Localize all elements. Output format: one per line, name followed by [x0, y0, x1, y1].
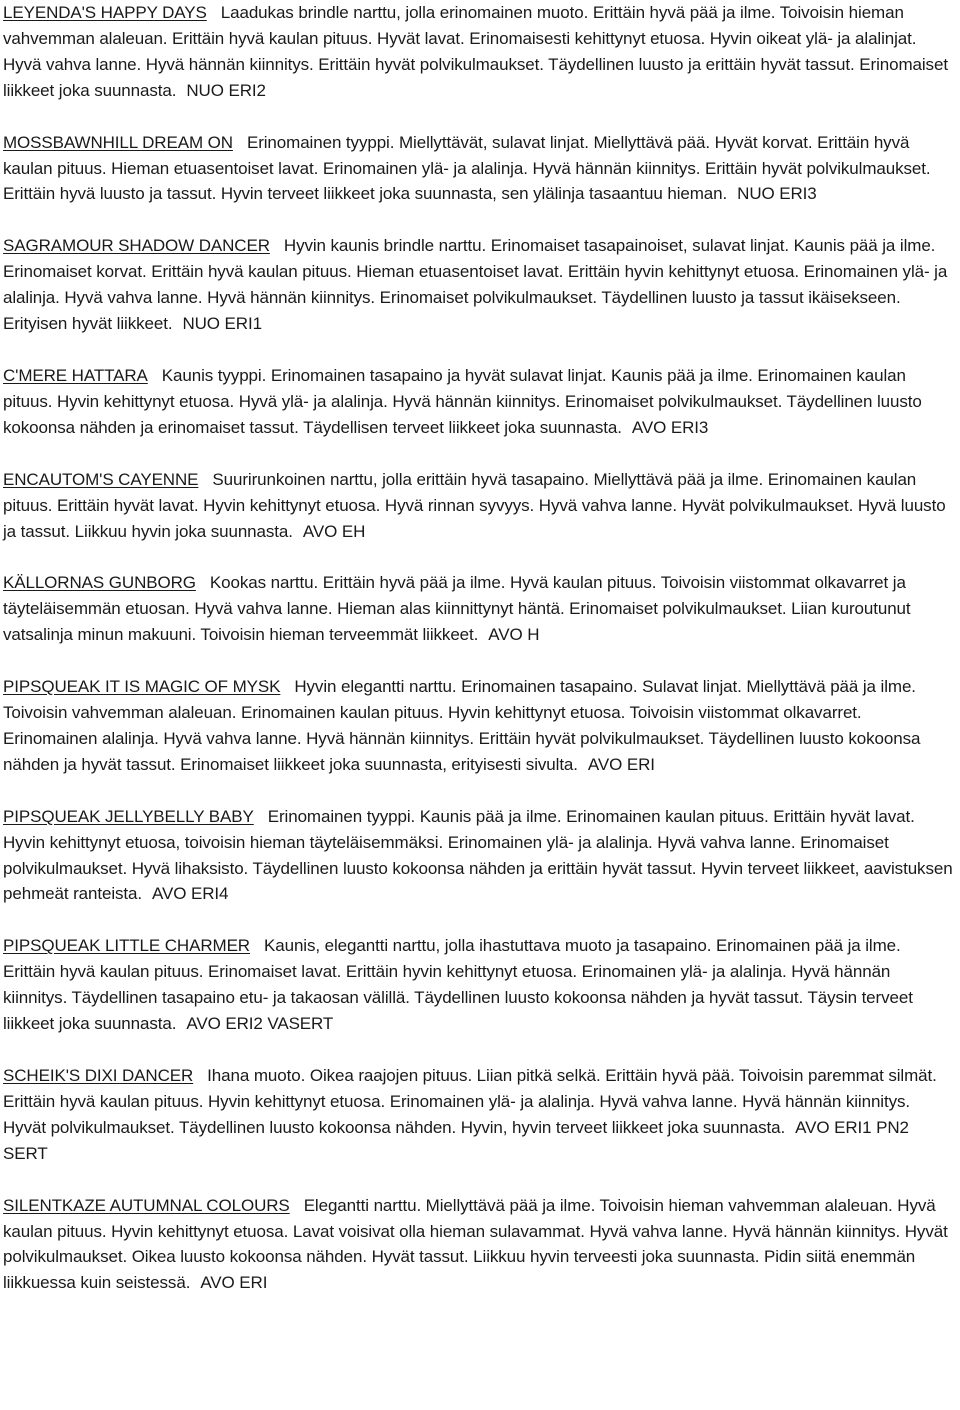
dog-name: KÄLLORNAS GUNBORG: [3, 573, 196, 593]
critique-text: Erinomainen tyyppi. Kaunis pää ja ilme. Erinomainen kaulan pituus. Erittäin hyvät lavat. Hyvin kehittynyt etuosa, toivoisin hieman täyteläisemmäksi. Erinomainen ylä- ja alalinja. Hyvä vahva lanne. Erinomaiset polvikulmaukset. Hyvä lihaksisto. Täydellinen luusto kokoonsa nähden ja erittäin hyvät tassut. Hyvin terveet liikkeet, aavistuksen pehmeät ranteista.: [3, 806, 953, 904]
dog-name: C'MERE HATTARA: [3, 365, 148, 385]
critique-text: Ihana muoto. Oikea raajojen pituus. Liian pitkä selkä. Erittäin hyvä pää. Toivoisin paremmat silmät. Erittäin hyvä kaulan pituus. Hyvin kehittynyt etuosa. Erinomainen ylä- ja alalinja. Hyvä vahva lanne. Hyvä hännän kiinnitys. Hyvät polvikulmaukset. Täydellinen luusto kokoonsa nähden. Hyvin, hyvin terveet liikkeet joka suunnasta.: [3, 1066, 937, 1137]
dog-entry: [3, 1193, 957, 1297]
dog-entry: [3, 570, 957, 648]
dog-name: SCHEIK'S DIXI DANCER: [3, 1066, 194, 1085]
dog-entry: [3, 233, 957, 337]
grade-result: AVO ERI: [200, 1273, 268, 1293]
critique-document: [3, 0, 957, 1322]
grade-result: AVO ERI3: [631, 417, 709, 437]
dog-entry: [3, 0, 957, 104]
grade-result: AVO ERI1 PN2 SERT: [3, 1117, 909, 1163]
grade-result: NUO ERI1: [182, 314, 262, 334]
dog-entry: [3, 674, 957, 778]
critique-text: Kaunis, elegantti narttu, jolla ihastuttava muoto ja tasapaino. Erinomainen pää ja ilme. Erittäin hyvä kaulan pituus. Erinomaiset lavat. Erittäin hyvin kehittynyt etuosa. Erinomainen ylä- ja alalinja. Hyvä hännän kiinnitys. Täydellinen tasapaino etu- ja takaosan välillä. Täydellinen luusto kokoonsa nähden ja hyvät tassut. Täysin terveet liikkeet joka suunnasta.: [3, 936, 913, 1034]
dog-name: PIPSQUEAK IT IS MAGIC OF MYSK: [3, 677, 281, 697]
dog-entry: [3, 1063, 957, 1167]
critique-text: Erinomainen tyyppi. Miellyttävät, sulavat linjat. Miellyttävä pää. Hyvät korvat. Erittäin hyvä kaulan pituus. Hieman etuasentoiset lavat. Erinomainen ylä- ja alalinja. Hyvä hännän kiinnitys. Erittäin hyvät polvikulmaukset. Erittäin hyvä luusto ja tassut. Hyvin terveet liikkeet joka suunnasta, sen ylälinja tasaantuu hieman.: [3, 132, 931, 204]
dog-name: PIPSQUEAK JELLYBELLY BABY: [3, 806, 254, 826]
grade-result: AVO ERI4: [152, 884, 229, 904]
grade-result: NUO ERI3: [737, 184, 817, 204]
critique-text: Kaunis tyyppi. Erinomainen tasapaino ja hyvät sulavat linjat. Kaunis pää ja ilme. Erinomainen kaulan pituus. Hyvin kehittynyt etuosa. Hyvä ylä- ja alalinja. Hyvä hännän kiinnitys. Erinomaiset polvikulmaukset. Täydellinen luusto kokoonsa nähden ja erinomaiset tassut. Täydellisen terveet liikkeet joka suunnasta.: [3, 365, 922, 437]
grade-result: AVO ERI: [587, 754, 655, 774]
critique-text: Kookas narttu. Erittäin hyvä pää ja ilme. Hyvä kaulan pituus. Toivoisin viistommat olkavarret ja täyteläisemmän etuosan. Hyvä vahva lanne. Hieman alas kiinnittynyt häntä. Erinomaiset polvikulmaukset. Liian kuroutunut vatsalinja minun makuuni. Toivoisin hieman terveemmät liikkeet.: [3, 573, 911, 645]
dog-entry: [3, 467, 957, 545]
dog-name: PIPSQUEAK LITTLE CHARMER: [3, 936, 250, 956]
grade-result: AVO H: [488, 625, 540, 645]
dog-name: SAGRAMOUR SHADOW DANCER: [3, 236, 270, 256]
dog-entry: [3, 804, 957, 908]
dog-entry: [3, 933, 957, 1037]
dog-entry: [3, 130, 957, 208]
grade-result: AVO EH: [302, 521, 366, 541]
critique-text: Suurirunkoinen narttu, jolla erittäin hyvä tasapaino. Miellyttävä pää ja ilme. Erinomainen kaulan pituus. Erittäin hyvät lavat. Hyvin kehittynyt etuosa. Hyvä rinnan syvyys. Hyvä vahva lanne. Hyvät polvikulmaukset. Hyvä luusto ja tassut. Liikkuu hyvin joka suunnasta.: [3, 469, 946, 541]
grade-result: NUO ERI2: [186, 80, 266, 100]
dog-entry: [3, 363, 957, 441]
dog-name: MOSSBAWNHILL DREAM ON: [3, 132, 233, 152]
critique-text: Hyvin elegantti narttu. Erinomainen tasapaino. Sulavat linjat. Miellyttävä pää ja ilme. Toivoisin vahvemman alaleuan. Erinomainen kaulan pituus. Hyvin kehittynyt etuosa. Toivoisin viistommat olkavarret. Erinomainen alalinja. Hyvä vahva lanne. Hyvä hännän kiinnitys. Erittäin hyvät polvikulmaukset. Täydellinen luusto kokoonsa nähden ja hyvät tassut. Erinomaiset liikkeet joka suunnasta, erityisesti sivulta.: [3, 677, 921, 774]
dog-name: ENCAUTOM'S CAYENNE: [3, 469, 199, 489]
dog-name: LEYENDA'S HAPPY DAYS: [3, 3, 207, 22]
critique-text: Elegantti narttu. Miellyttävä pää ja ilme. Toivoisin hieman vahvemman alaleuan. Hyvä kaulan pituus. Hyvin kehittynyt etuosa. Lavat voisivat olla hieman sulavammat. Hyvä vahva lanne. Hyvä hännän kiinnitys. Hyvät polvikulmaukset. Oikea luusto kokoonsa nähden. Hyvät tassut. Liikkuu hyvin terveesti joka suunnasta. Pidin siitä enemmän liikkuessa kuin seistessä.: [3, 1195, 948, 1293]
critique-text: Laadukas brindle narttu, jolla erinomainen muoto. Erittäin hyvä pää ja ilme. Toivoisin hieman vahvemman alaleuan. Erittäin hyvä kaulan pituus. Hyvät lavat. Erinomaisesti kehittynyt etuosa. Hyvin oikeat ylä- ja alalinjat. Hyvä vahva lanne. Hyvä hännän kiinnitys. Erittäin hyvät polvikulmaukset. Täydellinen luusto ja erittäin hyvät tassut. Erinomaiset liikkeet joka suunnasta.: [3, 3, 948, 100]
critique-text: Hyvin kaunis brindle narttu. Erinomaiset tasapainoiset, sulavat linjat. Kaunis pää ja ilme. Erinomaiset korvat. Erittäin hyvä kaulan pituus. Hieman etuasentoiset lavat. Erittäin hyvin kehittynyt etuosa. Erinomainen ylä- ja alalinja. Hyvä vahva lanne. Hyvä hännän kiinnitys. Erinomaiset polvikulmaukset. Täydellinen luusto ja tassut ikäisekseen. Erityisen hyvät liikkeet.: [3, 236, 948, 334]
dog-name: SILENTKAZE AUTUMNAL COLOURS: [3, 1195, 290, 1215]
grade-result: AVO ERI2 VASERT: [186, 1014, 334, 1034]
